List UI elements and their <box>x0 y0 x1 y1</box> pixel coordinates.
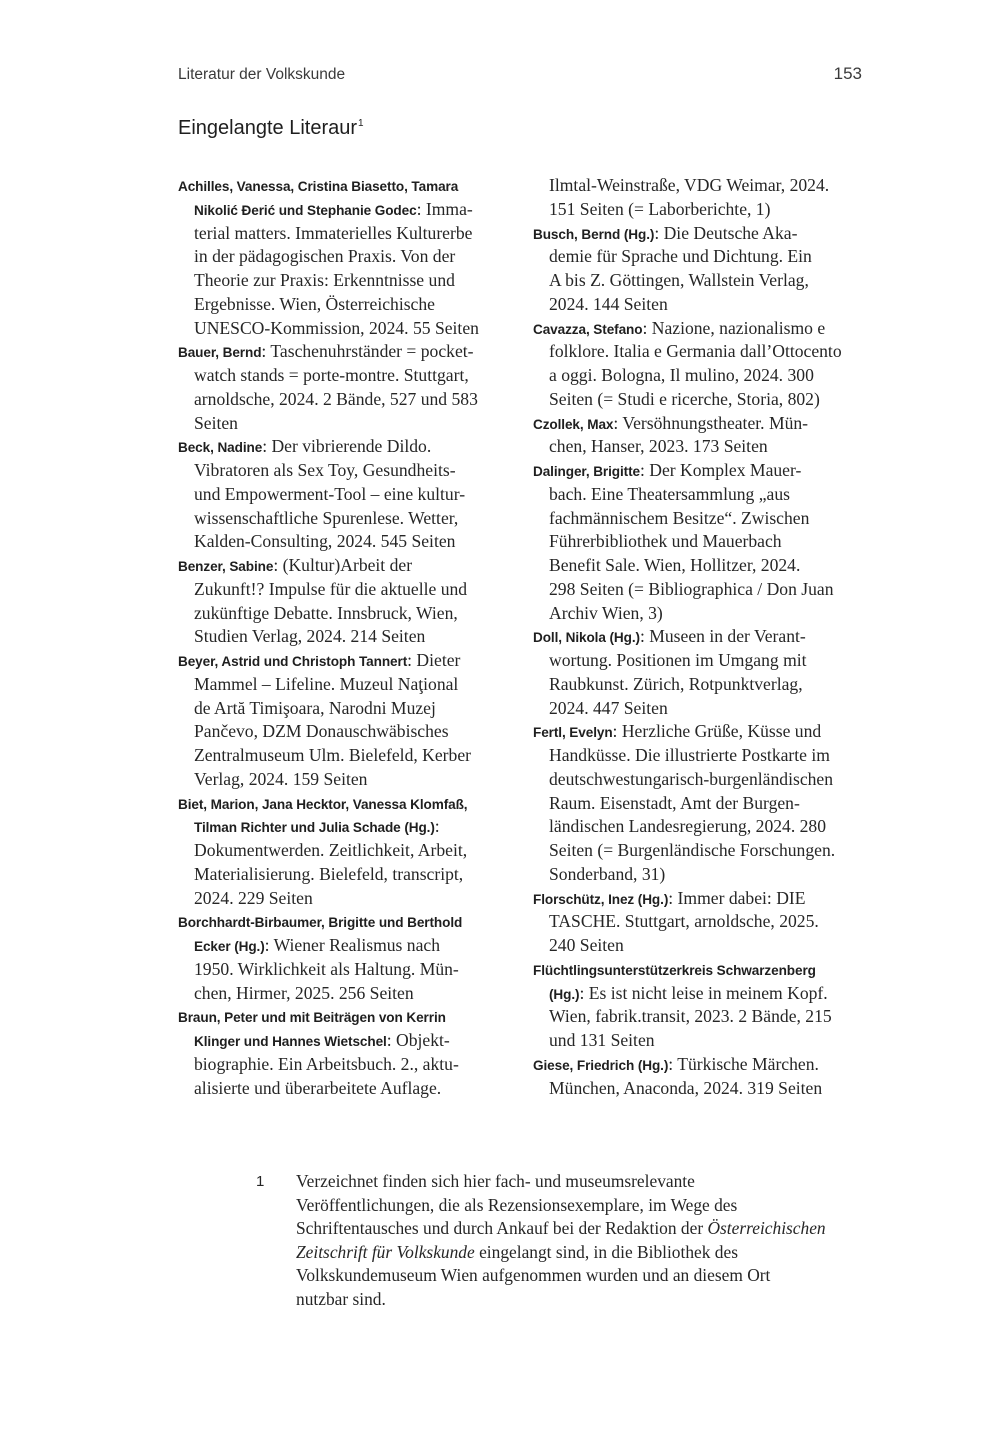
entry-line <box>178 863 513 887</box>
entry-line <box>178 673 513 697</box>
entry-text: ländischen Landesregierung, 2024. 280 <box>549 816 827 837</box>
entry-line <box>178 839 513 863</box>
entry-text: : Immer dabei: DIE <box>668 887 806 908</box>
entry-line <box>178 483 513 507</box>
entry-author: Doll, Nikola (Hg.) <box>533 630 640 646</box>
entry-text: : Wiener Realismus nach <box>264 935 441 955</box>
entry-author: Giese, Friedrich (Hg.) <box>533 1057 669 1073</box>
entry-line <box>533 293 868 317</box>
entry-text: : Museen in der Verant- <box>639 626 806 647</box>
entry-line <box>178 982 513 1006</box>
entry-text: : Der Komplex Mauer- <box>639 460 802 480</box>
entry-line <box>178 293 513 317</box>
entry-text: 298 Seiten (= Bibliographica / Don Juan <box>549 578 834 599</box>
entry-line <box>178 554 513 578</box>
entry-text: : Versöhnungstheater. Mün- <box>613 412 809 433</box>
footnote-text: Veröffentlichungen, die als Rezensionsexemplare, im Wege des <box>296 1194 738 1215</box>
entry-line <box>533 578 868 602</box>
entry-author: Dalinger, Brigitte <box>533 464 640 479</box>
entry-text: Seiten (= Studi e ricerche, Storia, 802) <box>549 388 820 409</box>
entry-author: Achilles, Vanessa, Cristina Biasetto, Tamara <box>178 179 459 194</box>
entry-line <box>178 1053 513 1077</box>
entry-line <box>178 625 513 649</box>
entry-text: : Herzliche Grüße, Küsse und <box>612 721 822 742</box>
entry-text: : Imma- <box>416 198 473 219</box>
entry-text: Ergebnisse. Wien, Österreichische <box>194 293 435 314</box>
entry-author: Borchhardt-Birbaumer, Brigitte und Berthold <box>178 915 463 931</box>
entry-line <box>533 910 868 934</box>
entry-author: (Hg.) <box>549 986 580 1002</box>
entry-line <box>533 245 868 269</box>
entry-text: Seiten (= Burgenländische Forschungen. <box>549 840 836 860</box>
bibliography-entry <box>533 317 868 412</box>
entry-text: Handküsse. Die illustrierte Postkarte im <box>549 745 830 765</box>
entry-text: 2024. 229 Seiten <box>194 887 313 908</box>
entry-author: Bauer, Bernd <box>178 345 262 361</box>
entry-author: Busch, Bernd (Hg.) <box>533 226 655 242</box>
bibliography-entry <box>533 625 868 720</box>
entry-text: Verlag, 2024. 159 Seiten <box>194 768 368 789</box>
entry-line <box>178 649 513 673</box>
entry-line <box>178 602 513 626</box>
entry-text: Mammel – Lifeline. Muzeul Naţional <box>194 673 459 694</box>
entry-text: Seiten <box>194 412 238 433</box>
entry-text: Studien Verlag, 2024. 214 Seiten <box>194 626 426 647</box>
entry-author: Fertl, Evelyn <box>533 725 613 741</box>
entry-author: Flüchtlingsunterstützerkreis Schwarzenberg <box>533 962 816 978</box>
entry-text: demie für Sprache und Dichtung. Ein <box>549 246 812 267</box>
footnote-number: 1 <box>256 1173 265 1190</box>
bibliography-entry <box>533 459 868 625</box>
entry-line <box>533 887 868 911</box>
entry-line <box>533 269 868 293</box>
entry-text: : Die Deutsche Aka- <box>654 222 798 243</box>
entry-author: Florschütz, Inez (Hg.) <box>533 891 669 907</box>
entry-text: 2024. 144 Seiten <box>549 293 668 314</box>
entry-text: 1950. Wirklichkeit als Haltung. Mün- <box>194 958 459 979</box>
entry-line <box>533 1029 868 1053</box>
entry-line <box>533 1077 868 1101</box>
entry-text: a oggi. Bologna, Il mulino, 2024. 300 <box>549 365 814 385</box>
entry-text: deutschwestungarisch-burgenländischen <box>549 768 834 789</box>
entry-line <box>533 412 868 436</box>
entry-text: Raubkunst. Zürich, Rotpunktverlag, <box>549 673 803 694</box>
entry-line <box>178 459 513 483</box>
entry-line <box>533 815 868 839</box>
bibliography-entry <box>533 222 868 317</box>
entry-text: : Dieter <box>407 650 461 670</box>
entry-line <box>178 530 513 554</box>
entry-text: in der pädagogischen Praxis. Von der <box>194 246 456 267</box>
entry-line <box>178 317 513 341</box>
bibliography-column-right <box>533 174 868 1100</box>
entry-line <box>178 388 513 412</box>
footnote-text: nutzbar sind. <box>296 1288 386 1309</box>
entry-text: Theorie zur Praxis: Erkenntnisse und <box>194 270 455 290</box>
bibliography-entry <box>533 887 868 958</box>
footnote-text: Verzeichnet finden sich hier fach- und museumsrelevante <box>296 1171 695 1191</box>
entry-author: Beck, Nadine <box>178 440 263 456</box>
entry-author: Klinger und Hannes Wietschel <box>194 1034 387 1049</box>
entry-line <box>533 483 868 507</box>
entry-line <box>178 245 513 269</box>
entry-line <box>533 459 868 483</box>
entry-line <box>178 910 513 934</box>
entry-text: chen, Hanser, 2023. 173 Seiten <box>549 436 768 457</box>
entry-line <box>178 174 513 198</box>
running-header <box>178 64 862 84</box>
footnote <box>256 1170 876 1311</box>
entry-text: terial matters. Immaterielles Kulturerbe <box>194 222 473 243</box>
entry-line <box>533 673 868 697</box>
entry-text: alisierte und überarbeitete Auflage. <box>194 1077 442 1098</box>
entry-text: TASCHE. Stuttgart, arnoldsche, 2025. <box>549 911 819 932</box>
bibliography-entry <box>178 554 513 649</box>
entry-text: arnoldsche, 2024. 2 Bände, 527 und 583 <box>194 388 478 409</box>
entry-text: folklore. Italia e Germania dall’Ottocento <box>549 341 842 362</box>
bibliography-entry <box>533 412 868 460</box>
entry-line <box>533 602 868 626</box>
entry-author: Nikolić Đerić und Stephanie Godec <box>194 202 417 218</box>
entry-text: : Objekt- <box>386 1030 450 1050</box>
entry-text: : Taschenuhrständer = pocket- <box>261 341 474 362</box>
footnote-italic-title: Österreichischen <box>707 1218 826 1238</box>
footnote-italic-title: Zeitschrift für Volkskunde <box>296 1241 475 1262</box>
footnote-reference[interactable]: 1 <box>358 118 364 129</box>
entry-text: 2024. 447 Seiten <box>549 697 668 718</box>
bibliography-entry <box>533 1053 868 1101</box>
footnote-line <box>296 1194 876 1218</box>
entry-text: UNESCO-Kommission, 2024. 55 Seiten <box>194 317 479 338</box>
bibliography-entry <box>178 1005 513 1100</box>
entry-text: Ilmtal-Weinstraße, VDG Weimar, 2024. <box>549 175 830 195</box>
entry-line <box>178 887 513 911</box>
footnote-line <box>296 1217 876 1241</box>
entry-line <box>178 815 513 839</box>
entry-text: biographie. Ein Arbeitsbuch. 2., aktu- <box>194 1053 459 1074</box>
bibliography-entry <box>178 174 513 340</box>
entry-text: Zukunft!? Impulse für die aktuelle und <box>194 578 468 599</box>
entry-line <box>533 839 868 863</box>
entry-text: chen, Hirmer, 2025. 256 Seiten <box>194 982 414 1003</box>
entry-text: Vibratoren als Sex Toy, Gesundheits- <box>194 460 456 480</box>
entry-line <box>178 364 513 388</box>
entry-line <box>533 768 868 792</box>
entry-line <box>178 958 513 982</box>
entry-author: Braun, Peter und mit Beiträgen von Kerrin <box>178 1010 446 1026</box>
entry-text: bach. Eine Theatersammlung „aus <box>549 483 791 504</box>
entry-line <box>533 198 868 222</box>
entry-line <box>178 744 513 768</box>
entry-line <box>178 340 513 364</box>
entry-text: : Der vibrierende Dildo. <box>262 436 432 457</box>
entry-line <box>533 792 868 816</box>
entry-line <box>178 435 513 459</box>
bibliography-column-left <box>178 174 513 1100</box>
entry-text: zukünftige Debatte. Innsbruck, Wien, <box>194 602 458 623</box>
footnote-line <box>296 1288 876 1312</box>
entry-text: und 131 Seiten <box>549 1030 655 1050</box>
entry-text: Führerbibliothek und Mauerbach <box>549 531 782 552</box>
entry-text: wortung. Positionen im Umgang mit <box>549 650 807 670</box>
entry-text: watch stands = porte-montre. Stuttgart, <box>194 365 469 385</box>
entry-line <box>178 1077 513 1101</box>
entry-line <box>533 174 868 198</box>
entry-line <box>533 697 868 721</box>
entry-line <box>178 578 513 602</box>
entry-line <box>533 435 868 459</box>
entry-line <box>533 934 868 958</box>
entry-line <box>178 1029 513 1053</box>
entry-line <box>533 388 868 412</box>
bibliography-entry <box>533 958 868 1053</box>
entry-text: Raum. Eisenstadt, Amt der Burgen- <box>549 792 800 813</box>
entry-text: und Empowerment-Tool – eine kultur- <box>194 483 466 504</box>
entry-line <box>533 1005 868 1029</box>
entry-author: Benzer, Sabine <box>178 559 274 574</box>
footnote-body <box>296 1170 876 1311</box>
entry-author: Beyer, Astrid und Christoph Tannert <box>178 654 408 669</box>
entry-line <box>533 317 868 341</box>
entry-author: Ecker (Hg.) <box>194 939 265 954</box>
entry-author: Czollek, Max <box>533 416 614 432</box>
bibliography-entry <box>533 720 868 886</box>
entry-text: 240 Seiten <box>549 935 624 955</box>
footnote-text: Volkskundemuseum Wien aufgenommen wurden und an diesem Ort <box>296 1265 771 1285</box>
footnote-text: Schriftentausches und durch Ankauf bei der Redaktion der <box>296 1218 708 1238</box>
entry-text: Sonderband, 31) <box>549 863 666 884</box>
bibliography-entry <box>178 340 513 435</box>
entry-text: : Es ist nicht leise in meinem Kopf. <box>579 982 828 1003</box>
entry-text: 151 Seiten (= Laborberichte, 1) <box>549 198 771 219</box>
entry-line <box>178 222 513 246</box>
entry-line <box>533 507 868 531</box>
entry-line <box>533 982 868 1006</box>
entry-text: A bis Z. Göttingen, Wallstein Verlag, <box>549 270 809 290</box>
entry-line <box>178 198 513 222</box>
entry-line <box>178 792 513 816</box>
entry-text: Pančevo, DZM Donauschwäbisches <box>194 721 449 742</box>
section-title <box>178 117 364 140</box>
entry-line <box>533 222 868 246</box>
entry-text: : Nazione, nazionalismo e <box>642 317 826 338</box>
entry-author: Biet, Marion, Jana Hecktor, Vanessa Klomfaß, <box>178 796 468 812</box>
entry-line <box>533 530 868 554</box>
entry-author: Tilman Richter und Julia Schade (Hg.) <box>194 820 435 836</box>
entry-line <box>178 720 513 744</box>
entry-text: wissenschaftliche Spurenlese. Wetter, <box>194 507 459 528</box>
entry-author: Cavazza, Stefano <box>533 321 643 337</box>
footnote-line <box>296 1170 876 1194</box>
bibliography-entry <box>178 910 513 1005</box>
entry-text: Benefit Sale. Wien, Hollitzer, 2024. <box>549 555 801 575</box>
entry-line <box>533 364 868 388</box>
entry-line <box>533 554 868 578</box>
page-number: 153 <box>833 64 862 83</box>
entry-line <box>178 1005 513 1029</box>
bibliography-entry <box>178 792 513 911</box>
entry-line <box>533 744 868 768</box>
entry-line <box>533 958 868 982</box>
entry-line <box>533 649 868 673</box>
entry-text: München, Anaconda, 2024. 319 Seiten <box>549 1077 823 1098</box>
entry-line <box>533 625 868 649</box>
entry-line <box>178 934 513 958</box>
entry-line <box>178 412 513 436</box>
footnote-line <box>296 1264 876 1288</box>
entry-line <box>533 1053 868 1077</box>
entry-text: Archiv Wien, 3) <box>549 602 663 623</box>
bibliography-entry <box>178 435 513 554</box>
entry-text: Zentralmuseum Ulm. Bielefeld, Kerber <box>194 745 472 765</box>
entry-line <box>178 697 513 721</box>
footnote-line <box>296 1241 876 1265</box>
entry-line <box>178 269 513 293</box>
entry-text: : <box>434 816 440 837</box>
entry-line <box>533 863 868 887</box>
entry-line <box>178 507 513 531</box>
entry-text: Dokumentwerden. Zeitlichkeit, Arbeit, <box>194 840 468 860</box>
bibliography-entry <box>178 649 513 792</box>
running-title: Literatur der Volkskunde <box>178 66 346 83</box>
entry-text: Wien, fabrik.transit, 2023. 2 Bände, 215 <box>549 1006 832 1027</box>
entry-line <box>178 768 513 792</box>
footnote-text: eingelangt sind, in die Bibliothek des <box>474 1241 738 1262</box>
entry-line <box>533 720 868 744</box>
entry-text: : (Kultur)Arbeit der <box>273 555 413 575</box>
bibliography-entry <box>533 174 868 222</box>
entry-text: de Artă Timişoara, Narodni Muzej <box>194 697 436 718</box>
entry-text: Materialisierung. Bielefeld, transcript, <box>194 863 464 884</box>
section-title-text: Eingelangte Literaur <box>178 117 358 139</box>
entry-text: Kalden-Consulting, 2024. 545 Seiten <box>194 531 456 552</box>
entry-line <box>533 340 868 364</box>
entry-text: : Türkische Märchen. <box>668 1053 819 1074</box>
entry-text: fachmännischem Besitze“. Zwischen <box>549 507 810 528</box>
